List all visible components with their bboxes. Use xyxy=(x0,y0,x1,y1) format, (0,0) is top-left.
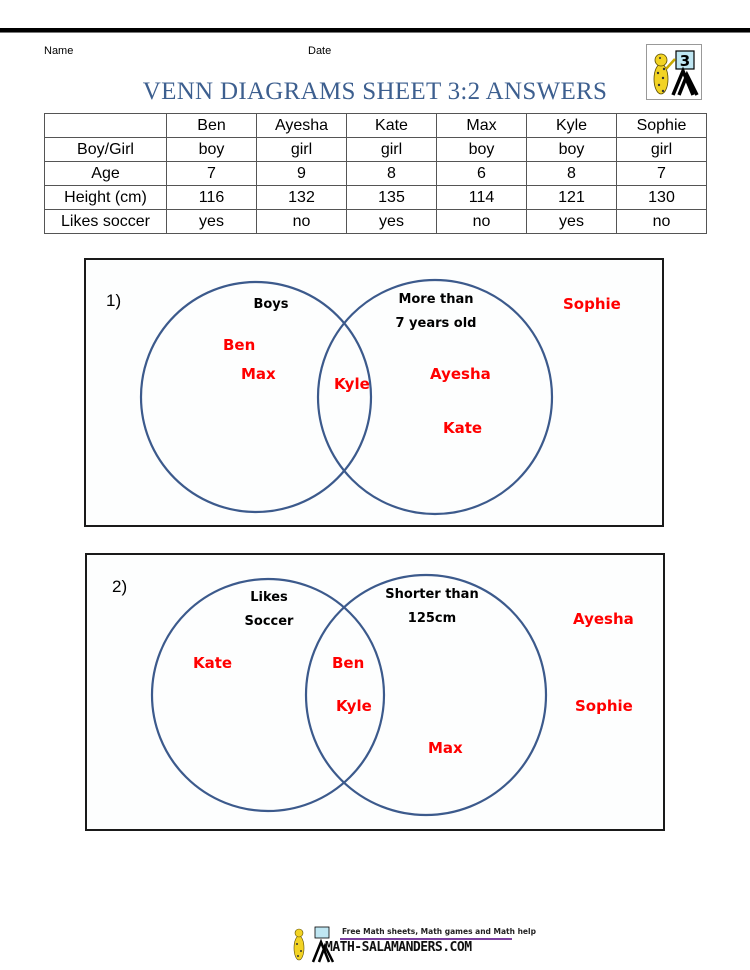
footer-tagline: Free Math sheets, Math games and Math help xyxy=(342,927,536,936)
table-corner-cell xyxy=(45,114,167,138)
answer-both: Kyle xyxy=(334,375,370,393)
table-row xyxy=(45,186,707,210)
answer-only-b: Ayesha xyxy=(430,365,491,383)
row-header: Likes soccer xyxy=(45,210,167,234)
table-cell: 9 xyxy=(257,162,347,186)
footer-logo xyxy=(285,924,536,964)
column-header: Kyle xyxy=(527,114,617,138)
table-cell: 114 xyxy=(437,186,527,210)
page-title: VENN DIAGRAMS SHEET 3:2 ANSWERS xyxy=(142,78,608,105)
answer-only-b: Kate xyxy=(443,419,483,437)
table-cell: no xyxy=(617,210,707,234)
data-table xyxy=(44,113,707,234)
table-cell: 8 xyxy=(527,162,617,186)
answer-both: Ben xyxy=(332,654,365,672)
table-cell: 130 xyxy=(617,186,707,210)
table-header-row xyxy=(45,114,707,138)
set-b-label-line2: 7 years old xyxy=(395,316,477,331)
set-b-label-line2: 125cm xyxy=(407,611,457,626)
answer-neither: Sophie xyxy=(575,697,633,715)
name-label: Name xyxy=(44,45,74,57)
table-cell: no xyxy=(257,210,347,234)
table-row xyxy=(45,210,707,234)
row-header: Boy/Girl xyxy=(45,138,167,162)
answer-both: Kyle xyxy=(336,697,372,715)
answer-only-a: Kate xyxy=(193,654,233,672)
column-header: Ayesha xyxy=(257,114,347,138)
table-cell: no xyxy=(437,210,527,234)
answer-only-a: Ben xyxy=(223,336,256,354)
set-b-label-line1: Shorter than xyxy=(385,587,479,602)
answer-only-b: Max xyxy=(428,739,463,757)
table-cell: yes xyxy=(167,210,257,234)
table-cell: boy xyxy=(527,138,617,162)
svg-text:3: 3 xyxy=(679,52,691,70)
answer-neither: Ayesha xyxy=(573,610,634,628)
top-rule xyxy=(0,28,750,33)
salamander-easel-icon xyxy=(647,45,701,99)
table-cell: 132 xyxy=(257,186,347,210)
table-cell: girl xyxy=(347,138,437,162)
set-a-label-line1: Boys xyxy=(253,297,289,312)
table-cell: 135 xyxy=(347,186,437,210)
table-row xyxy=(45,162,707,186)
venn-diagram-1 xyxy=(84,258,664,527)
answer-neither: Sophie xyxy=(563,295,621,313)
set-a-label-line1: Likes xyxy=(250,590,288,605)
table-cell: girl xyxy=(257,138,347,162)
table-cell: 6 xyxy=(437,162,527,186)
row-header: Height (cm) xyxy=(45,186,167,210)
table-cell: girl xyxy=(617,138,707,162)
set-b-label-line1: More than xyxy=(398,292,474,307)
venn-diagram-2 xyxy=(85,553,665,831)
row-header: Age xyxy=(45,162,167,186)
answer-only-a: Max xyxy=(241,365,276,383)
column-header: Ben xyxy=(167,114,257,138)
salamander-logo xyxy=(646,44,702,100)
footer-site-link[interactable]: MATH-SALAMANDERS.COM xyxy=(325,940,472,955)
table-cell: 7 xyxy=(167,162,257,186)
table-cell: yes xyxy=(347,210,437,234)
set-a-label-line2: Soccer xyxy=(244,614,294,629)
table-cell: 116 xyxy=(167,186,257,210)
table-cell: 121 xyxy=(527,186,617,210)
question-number: 1) xyxy=(106,291,122,310)
table-cell: 8 xyxy=(347,162,437,186)
table-cell: boy xyxy=(167,138,257,162)
column-header: Kate xyxy=(347,114,437,138)
date-label: Date xyxy=(308,45,332,57)
table-row xyxy=(45,138,707,162)
set-b-label xyxy=(376,288,496,336)
column-header: Max xyxy=(437,114,527,138)
table-cell: 7 xyxy=(617,162,707,186)
question-number: 2) xyxy=(112,577,128,596)
set-a-label xyxy=(241,293,301,317)
table-cell: boy xyxy=(437,138,527,162)
table-cell: yes xyxy=(527,210,617,234)
set-a-label xyxy=(234,586,304,634)
set-b-label xyxy=(372,583,492,631)
column-header: Sophie xyxy=(617,114,707,138)
